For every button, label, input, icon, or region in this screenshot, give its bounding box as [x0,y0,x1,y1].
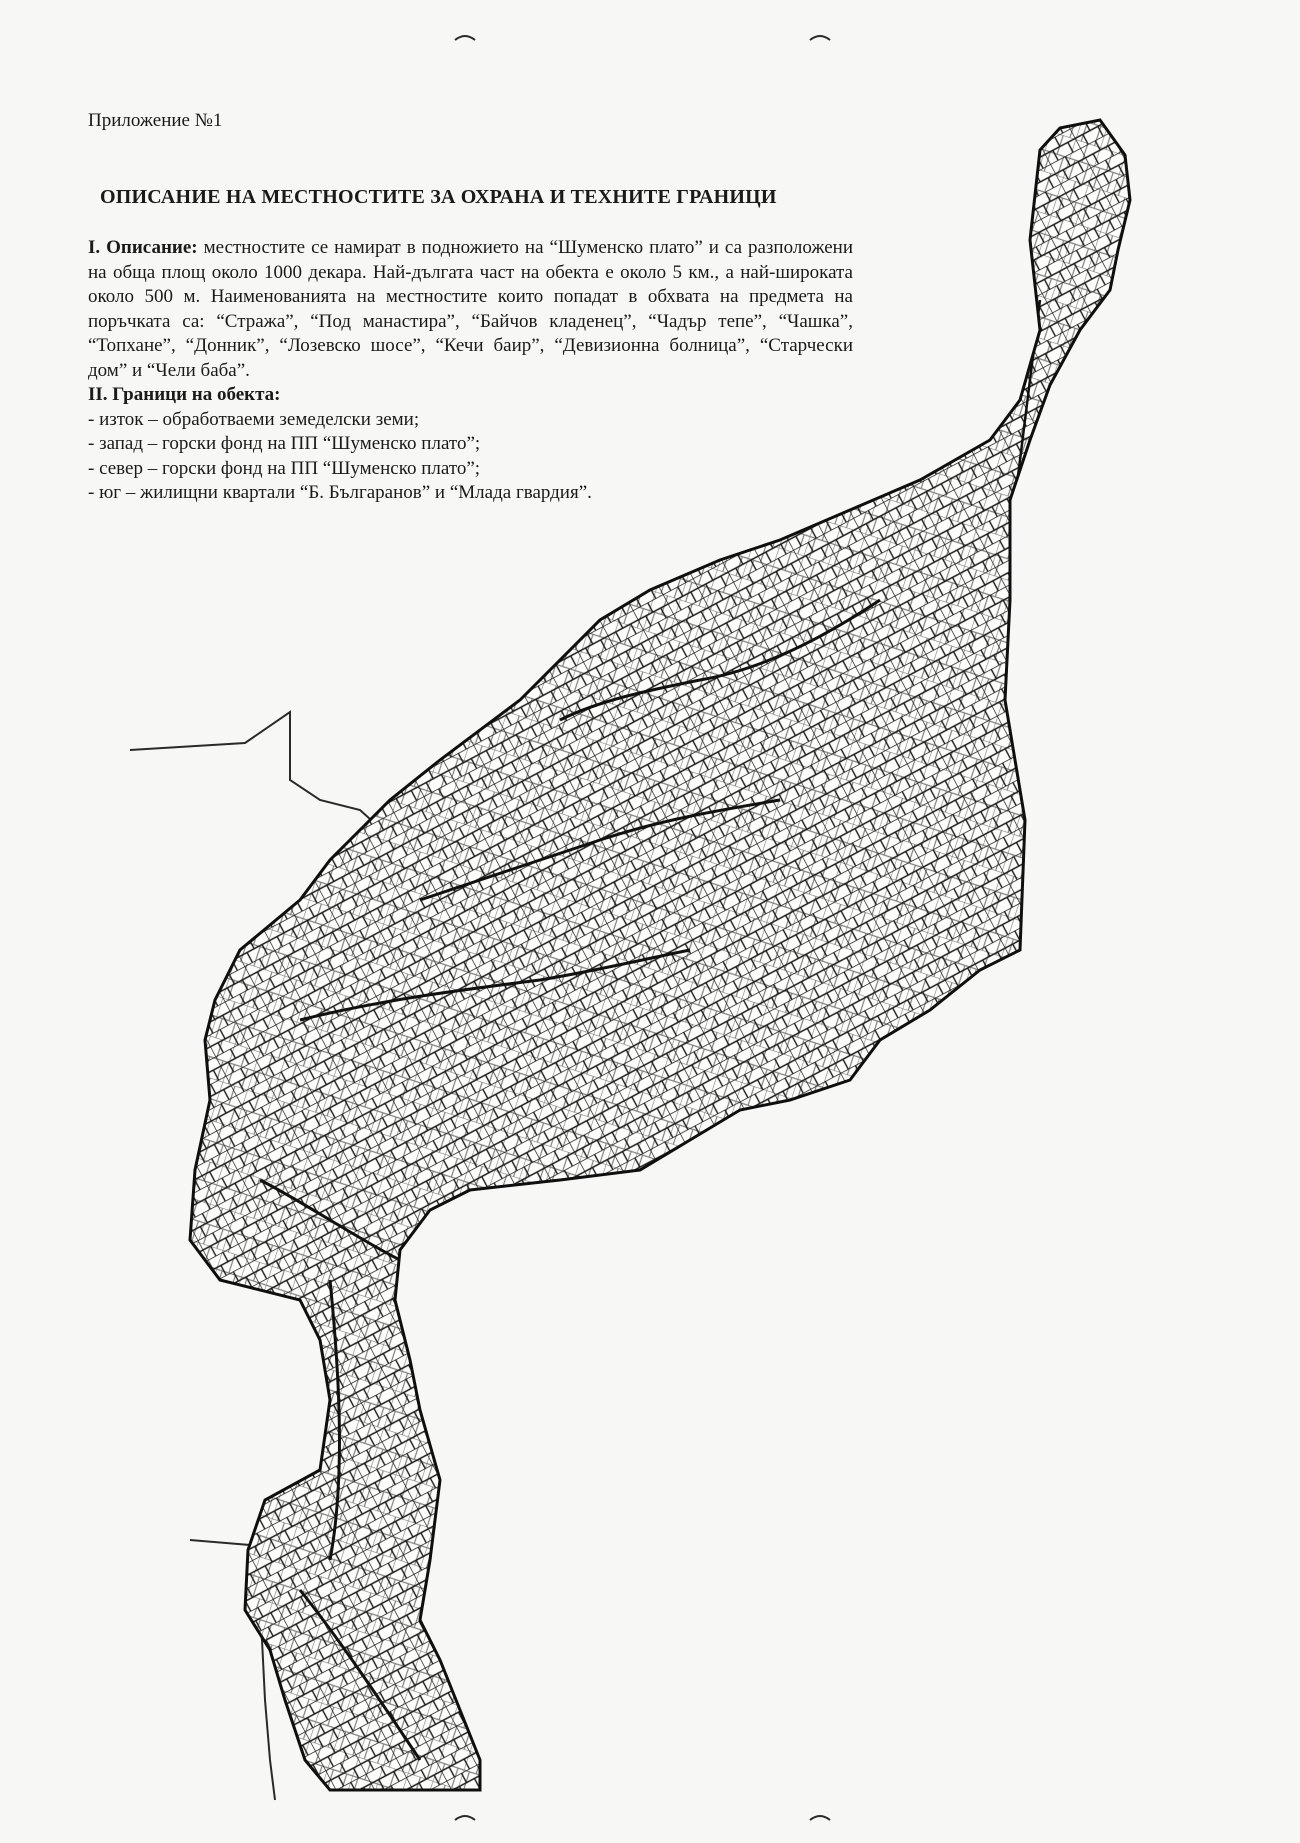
scan-mark-bottom-left [455,1816,475,1820]
document-title: ОПИСАНИЕ НА МЕСТНОСТИТЕ ЗА ОХРАНА И ТЕХНИТЕ ГРАНИЦИ [100,186,777,208]
description-text: местностите се намират в подножието на “Шуменско плато” и са разположени на обща площ около 1000 декара. Най-дългата част на обекта е около 5 км., а най-широката около 500 м. Наименованията на местностите които попадат в обхвата на предмета на поръчката са: “Стража”, “Под манастира”, “Байчов кладенец”, “Чадър тепе”, “Чашка”, “Топхане”, “Донник”, “Лозевско шосе”, “Кечи баир”, “Девизионна болница”, “Старчески дом” и “Чели баба”. [88,237,853,381]
scan-mark-top-left [455,36,475,40]
scan-mark-top-right [810,36,830,40]
boundary-west: - запад – горски фонд на ПП “Шуменско плато”; [88,433,481,454]
boundaries-heading: II. Граници на обекта: [88,384,281,405]
boundary-east: - изток – обработваеми земеделски земи; [88,408,420,430]
boundary-north: - север – горски фонд на ПП “Шуменско плато”; [88,457,481,479]
boundary-south: - юг – жилищни квартали “Б. Българанов” и “Млада гвардия”. [88,482,592,503]
scan-mark-bottom-right [810,1816,830,1820]
description-heading: I. Описание: [88,237,198,258]
annex-label: Приложение №1 [88,110,223,131]
road-line-north [130,712,380,860]
road-line-west [190,1540,250,1545]
